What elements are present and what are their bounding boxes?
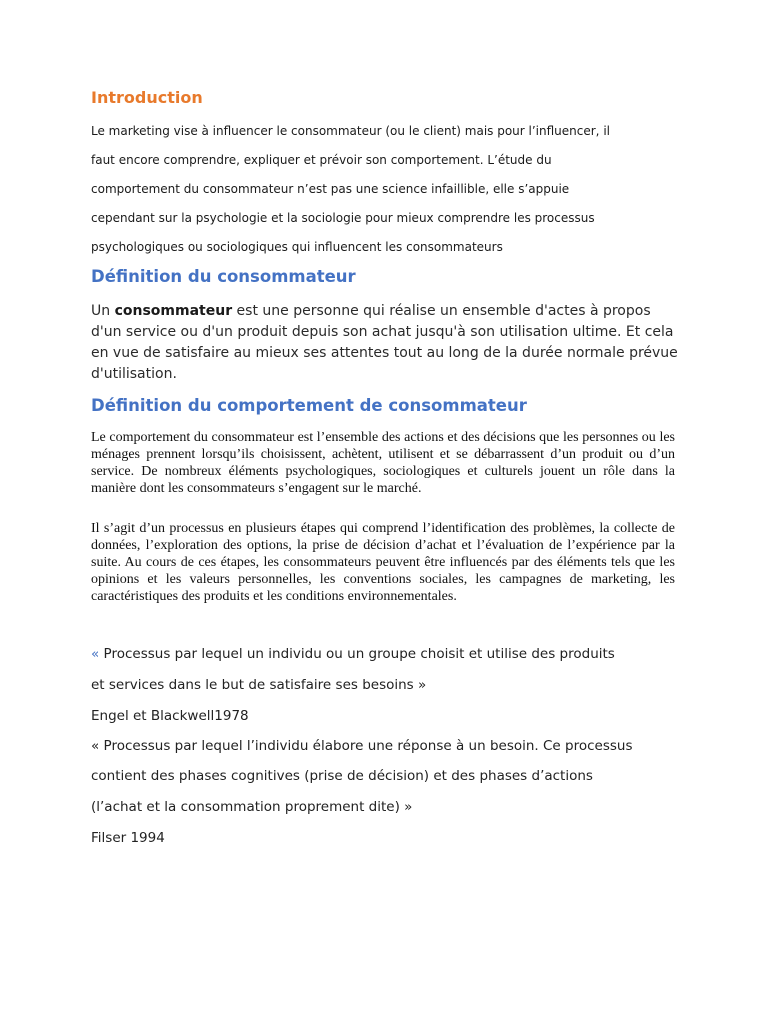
quote-1-author: Engel et Blackwell1978 bbox=[91, 708, 249, 724]
introduction-line: psychologiques ou sociologiques qui influencent les consommateurs bbox=[91, 240, 503, 254]
quote-1-text: Processus par lequel un individu ou un groupe choisit et utilise des produits bbox=[99, 646, 615, 662]
quote-1-line-2: et services dans le but de satisfaire ses besoins » bbox=[91, 677, 427, 693]
definition-consommateur-heading: Définition du consommateur bbox=[91, 267, 356, 286]
quote-2-line-3: (l’achat et la consommation proprement dite) » bbox=[91, 799, 413, 815]
definition-rest: est une personne qui réalise un ensemble d'actes à propos d'un service ou d'un produit depuis son achat jusqu'à son utilisation ultime. Et cela en vue de satisfaire au mieux ses attentes tout au long de la durée normale prévue d'utilisation. bbox=[91, 303, 678, 382]
quote-2-line-1: « Processus par lequel l’individu élabore une réponse à un besoin. Ce processus bbox=[91, 738, 633, 754]
definition-prefix: Un bbox=[91, 303, 115, 319]
quote-1-line-1 bbox=[91, 646, 615, 662]
introduction-heading: Introduction bbox=[91, 88, 203, 107]
quote-2-line-2: contient des phases cognitives (prise de décision) et des phases d’actions bbox=[91, 768, 593, 784]
definition-consommateur-paragraph bbox=[91, 301, 681, 385]
introduction-line: Le marketing vise à influencer le consommateur (ou le client) mais pour l’influencer, il bbox=[91, 124, 610, 138]
introduction-line: cependant sur la psychologie et la sociologie pour mieux comprendre les processus bbox=[91, 211, 595, 225]
definition-term: consommateur bbox=[114, 303, 233, 319]
quote-open-mark: « bbox=[91, 646, 100, 662]
quote-2-author: Filser 1994 bbox=[91, 830, 165, 846]
introduction-line: faut encore comprendre, expliquer et prévoir son comportement. L’étude du bbox=[91, 153, 552, 167]
comportement-paragraph-2: Il s’agit d’un processus en plusieurs étapes qui comprend l’identification des problèmes, la collecte de données, l’exploration des options, la prise de décision d’achat et l’évaluation de l’expérience par la suite. Au cours de ces étapes, les consommateurs peuvent être influencés par des éléments tels que les opinions et les valeurs personnelles, les conventions sociales, les campagnes de marketing, les caractéristiques des produits et les conditions environnementales. bbox=[91, 521, 675, 604]
definition-comportement-heading: Définition du comportement de consommateur bbox=[91, 396, 527, 415]
introduction-line: comportement du consommateur n’est pas une science infaillible, elle s’appuie bbox=[91, 182, 570, 196]
comportement-paragraph-1: Le comportement du consommateur est l’ensemble des actions et des décisions que les personnes ou les ménages prennent lorsqu’ils choisissent, achètent, utilisent et se débarrassent d’un produit ou d’un service. De nombreux éléments psychologiques, sociologiques et culturels jouent un rôle dans la manière dont les consommateurs s’engagent sur le marché. bbox=[91, 430, 675, 496]
